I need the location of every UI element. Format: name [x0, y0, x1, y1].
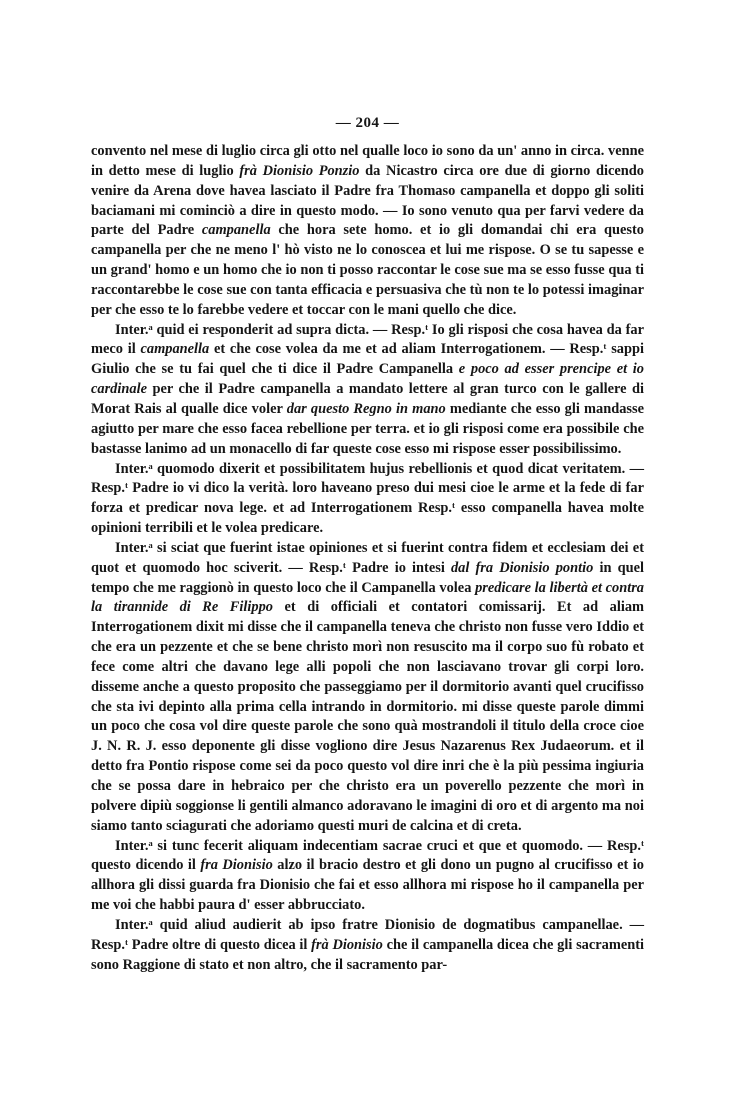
- text-run: che hora sete homo. et io gli domandai chi era questo campanella per che ne meno l' hò visto ne lo conoscea et lui me rispose. O se tu sapesse e un grand' homo e un homo che io non ti posso raccontar le cose sue ma se esso fusse qua ti raccontarebbe le cose sue con tanta efficacia e persuasiva che tù non te lo potessi imaginar per che esso te lo farebbe vedere et toccar con le mani quello che dice.: [91, 222, 644, 318]
- italic-run: campanella: [201, 222, 271, 239]
- italic-run: fra Dionisio: [200, 857, 273, 874]
- text-run: Inter.ᵃ quid ei responderit ad supra dicta. — Resp.ᵗ Io gli risposi che cosa havea da far meco il: [91, 321, 644, 358]
- text-run: et che cose volea da me et ad aliam Interrogationem. — Resp.ᵗ sappi Giulio che se tu fai quel che ti dice il Padre Campanella: [91, 341, 644, 378]
- italic-run: dal fra Dionisio pontio: [450, 559, 594, 576]
- italic-run: e poco ad esser prencipe et io cardinale: [91, 361, 644, 398]
- text-run: alzo il bracio destro et gli dono un pugno al crucifisso et io allhora gli dissi guarda fra Dionisio che fai et esso allhora mi rispose ho il campanella per me voi che habbi paura d' esser abbrucciato.: [91, 857, 644, 914]
- italic-run: dar questo Regno in mano: [286, 400, 446, 417]
- text-run: convento nel mese di luglio circa gli otto nel qualle loco io sono da un' anno in circa. venne in detto mese di luglio: [91, 143, 644, 179]
- paragraph: [91, 460, 644, 539]
- paragraph: [91, 539, 644, 837]
- text-run: Inter.ᵃ si tunc fecerit aliquam indecentiam sacrae cruci et que et quomodo. — Resp.ᵗ questo dicendo il: [91, 837, 644, 874]
- italic-run: predicare la libertà et contra la tirannide di Re Filippo: [91, 579, 644, 616]
- text-run: et di officiali et contatori comissarij. Et ad aliam Interrogationem dixit mi disse che il campanella teneva che christo non fusse vero Iddio et che era un pezzente et che se bene christo morì non resuscito ma il corpo suo fù robato et fece come altri che davano lege alli popoli che non lasciavano trovar gli corpi loro. disseme anche a questo proposito che passeggiamo per il dormitorio avanti quel crucifisso che sta ivi depinto alla prima cella intrando in dormitorio. mi disse queste parole dimmi un poco che cosa vol dire queste parole che sono quà mostrandoli il titulo della croce cioe J. N. R. J. esso deponente gli disse vogliono dire Jesus Nazarenus Rex Judaeorum. et il detto fra Pontio rispose come sei da poco questo vol dire inri che è la più pessima ingiuria che se possa dare in hebraico per che christo era un poverello pezzente che morì in polvere dipiù soggionse li gentili almanco adoravano le imagini di oro et di argento ma noi siamo tanto sciagurati che adoriamo questi muri de calcina et di creta.: [91, 599, 644, 834]
- paragraph: [91, 142, 644, 321]
- page-number: — 204 —: [335, 115, 400, 131]
- text-run: Inter.ᵃ quomodo dixerit et possibilitatem hujus rebellionis et quod dicat veritatem. — Resp.ᵗ Padre io vi dico la verità. loro haveano preso dui mesi cioe le arme et la fede di far forza et predicar nova lege. et ad Interrogationem Resp.ᵗ esso companella havea molte opinioni terribili et le volea predicare.: [91, 460, 644, 537]
- italic-run: frà Dionisio Ponzio: [239, 162, 360, 179]
- text-run: in quel tempo che me raggionò in questo loco che il Campanella volea: [91, 559, 644, 596]
- text-run: per che il Padre campanella a mandato lettere al gran turco con le gallere di Morat Rais al qualle dice voler: [91, 381, 644, 417]
- text-run: da Nicastro circa ore due di giorno dicendo venire da Arena dove havea lasciato il Padre fra Thomaso campanella et doppo gli soliti baciamani mi cominciò a dire in questo modo. — Io sono venuto qua per farvi vedere da parte del Padre: [91, 162, 644, 239]
- text-run: Inter.ᵃ si sciat que fuerint istae opiniones et si fuerint contra fidem et ecclesiam dei et quot et quomodo hoc sciverit. — Resp.ᵗ Padre io intesi: [91, 539, 644, 576]
- text-run: Inter.ᵃ quid aliud audierit ab ipso fratre Dionisio de dogmatibus campanellae. — Resp.ᵗ Padre oltre di questo dicea il: [91, 916, 644, 953]
- paragraph: [91, 321, 644, 460]
- body-text: [91, 142, 644, 975]
- paragraph: [91, 916, 644, 976]
- italic-run: frà Dionisio: [311, 936, 383, 953]
- paragraph: [91, 837, 644, 916]
- text-run: mediante che esso gli mandasse agiutto per mare che esso facea rebellione per terra. et io gli risposi come era possibile che bastasse lanimo ad un monacello di far queste cose esso mi rispose esser possibilissimo.: [91, 400, 645, 457]
- italic-run: campanella: [140, 341, 210, 358]
- text-run: che il campanella dicea che gli sacramenti sono Raggione di stato et non altro, che il sacramento par-: [91, 936, 645, 973]
